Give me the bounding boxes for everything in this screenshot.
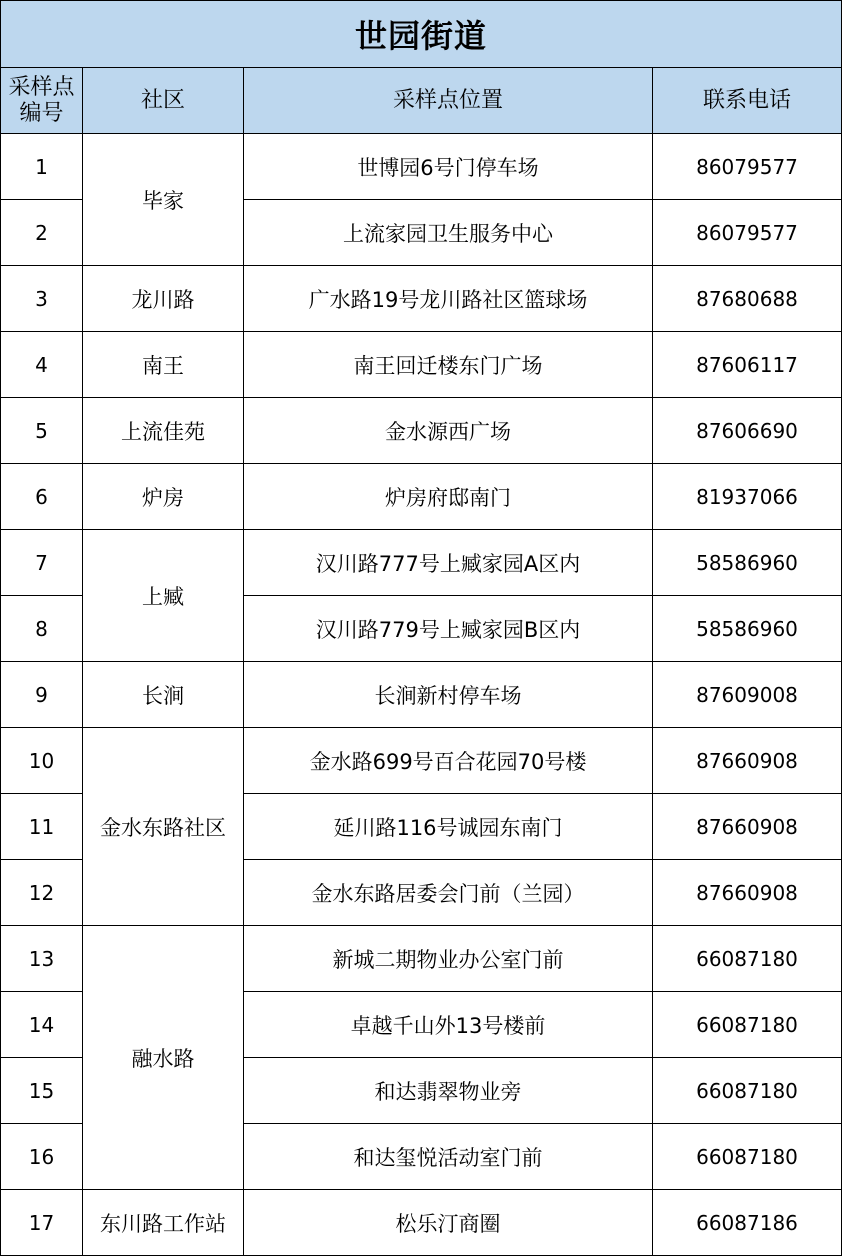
header-location: 采样点位置 [244, 68, 653, 134]
location-cell: 长涧新村停车场 [244, 662, 653, 728]
community-cell: 上臧 [83, 530, 244, 662]
phone-cell: 87606690 [653, 398, 842, 464]
site-number-cell: 15 [1, 1058, 83, 1124]
phone-cell: 87609008 [653, 662, 842, 728]
header-phone: 联系电话 [653, 68, 842, 134]
site-number-cell: 3 [1, 266, 83, 332]
location-cell: 上流家园卫生服务中心 [244, 200, 653, 266]
table-row [1, 266, 842, 332]
location-cell: 世博园6号门停车场 [244, 134, 653, 200]
phone-cell: 58586960 [653, 596, 842, 662]
phone-cell: 66087180 [653, 992, 842, 1058]
site-number-cell: 16 [1, 1124, 83, 1190]
site-number-cell: 7 [1, 530, 83, 596]
phone-cell: 86079577 [653, 200, 842, 266]
site-number-cell: 12 [1, 860, 83, 926]
site-number-cell: 8 [1, 596, 83, 662]
table-row [1, 464, 842, 530]
table-row [1, 134, 842, 200]
table-title: 世园街道 [1, 1, 842, 68]
location-cell: 松乐汀商圈 [244, 1190, 653, 1256]
table-row [1, 332, 842, 398]
community-cell: 东川路工作站 [83, 1190, 244, 1256]
site-number-cell: 17 [1, 1190, 83, 1256]
community-cell: 南王 [83, 332, 244, 398]
header-site-number [1, 68, 83, 134]
community-cell: 融水路 [83, 926, 244, 1190]
location-cell: 新城二期物业办公室门前 [244, 926, 653, 992]
site-number-cell: 14 [1, 992, 83, 1058]
community-cell: 长涧 [83, 662, 244, 728]
community-cell: 毕家 [83, 134, 244, 266]
location-cell: 汉川路777号上臧家园A区内 [244, 530, 653, 596]
phone-cell: 87606117 [653, 332, 842, 398]
community-cell: 上流佳苑 [83, 398, 244, 464]
header-community: 社区 [83, 68, 244, 134]
phone-cell: 66087186 [653, 1190, 842, 1256]
phone-cell: 86079577 [653, 134, 842, 200]
phone-cell: 87680688 [653, 266, 842, 332]
table-row [1, 728, 842, 794]
table-row [1, 1190, 842, 1256]
community-cell: 龙川路 [83, 266, 244, 332]
site-number-cell: 13 [1, 926, 83, 992]
phone-cell: 87660908 [653, 728, 842, 794]
location-cell: 延川路116号诚园东南门 [244, 794, 653, 860]
phone-cell: 87660908 [653, 860, 842, 926]
community-cell: 炉房 [83, 464, 244, 530]
site-number-cell: 11 [1, 794, 83, 860]
site-number-cell: 10 [1, 728, 83, 794]
table-row [1, 530, 842, 596]
community-cell: 金水东路社区 [83, 728, 244, 926]
table-row [1, 926, 842, 992]
site-number-cell: 5 [1, 398, 83, 464]
phone-cell: 66087180 [653, 926, 842, 992]
location-cell: 炉房府邸南门 [244, 464, 653, 530]
phone-cell: 58586960 [653, 530, 842, 596]
location-cell: 和达翡翠物业旁 [244, 1058, 653, 1124]
site-number-cell: 9 [1, 662, 83, 728]
table-row [1, 398, 842, 464]
location-cell: 卓越千山外13号楼前 [244, 992, 653, 1058]
phone-cell: 87660908 [653, 794, 842, 860]
table-body [1, 134, 842, 1256]
site-number-cell: 6 [1, 464, 83, 530]
location-cell: 汉川路779号上臧家园B区内 [244, 596, 653, 662]
header-site-number-line1: 采样点 [8, 74, 75, 100]
phone-cell: 66087180 [653, 1124, 842, 1190]
phone-cell: 81937066 [653, 464, 842, 530]
site-number-cell: 1 [1, 134, 83, 200]
site-number-cell: 4 [1, 332, 83, 398]
header-site-number-line2: 编号 [19, 100, 64, 126]
location-cell: 广水路19号龙川路社区篮球场 [244, 266, 653, 332]
location-cell: 金水路699号百合花园70号楼 [244, 728, 653, 794]
site-number-cell: 2 [1, 200, 83, 266]
location-cell: 金水源西广场 [244, 398, 653, 464]
phone-cell: 66087180 [653, 1058, 842, 1124]
location-cell: 金水东路居委会门前（兰园） [244, 860, 653, 926]
location-cell: 南王回迁楼东门广场 [244, 332, 653, 398]
table-row [1, 662, 842, 728]
location-cell: 和达玺悦活动室门前 [244, 1124, 653, 1190]
